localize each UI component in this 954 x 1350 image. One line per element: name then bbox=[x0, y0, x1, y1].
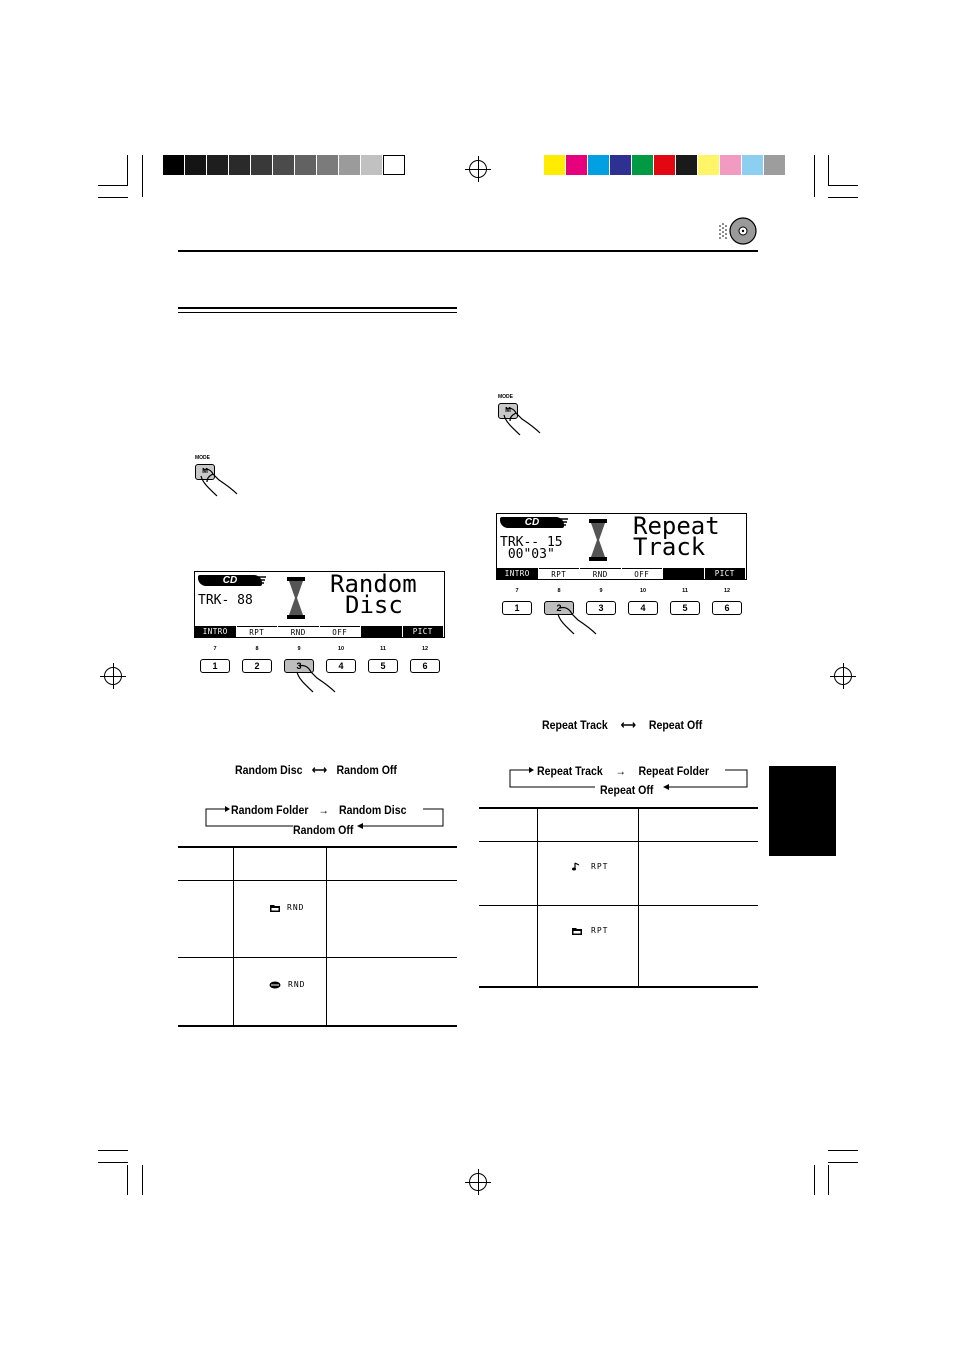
function-segment: RND bbox=[278, 626, 319, 637]
flow-option: Random Folder bbox=[231, 803, 309, 817]
flow-option: Repeat Track bbox=[537, 764, 603, 778]
crop-mark bbox=[814, 155, 815, 197]
crop-mark bbox=[98, 185, 128, 186]
preset-button-5[interactable] bbox=[368, 646, 398, 673]
table-rule bbox=[479, 841, 758, 842]
hourglass-icon bbox=[588, 518, 608, 562]
table-rule bbox=[178, 1025, 457, 1027]
lcd-display-repeat bbox=[496, 513, 747, 580]
arrow-right-icon: → bbox=[318, 803, 329, 817]
mode-text-line1: Repeat bbox=[633, 512, 720, 540]
double-arrow-icon: ⟷ bbox=[620, 718, 636, 732]
preset-number-label: 9 bbox=[297, 646, 301, 652]
preset-button-label: 2 bbox=[254, 661, 260, 671]
table-rule bbox=[178, 846, 457, 848]
color-swatch bbox=[720, 155, 742, 175]
track-readout: TRK-- 15 bbox=[500, 535, 563, 550]
registration-mark bbox=[469, 1173, 487, 1191]
flow-option: Random Off bbox=[336, 763, 397, 777]
function-bar bbox=[497, 568, 746, 579]
crop-mark bbox=[814, 1165, 815, 1195]
header-rule bbox=[178, 250, 758, 252]
preset-number-label: 8 bbox=[255, 646, 259, 652]
preset-button-label: 5 bbox=[380, 661, 386, 671]
mode-text-line1: Random bbox=[330, 570, 417, 598]
crop-mark bbox=[828, 1162, 858, 1163]
flow-option: Repeat Track bbox=[542, 718, 608, 732]
color-swatch bbox=[676, 155, 698, 175]
crop-mark bbox=[828, 155, 829, 185]
flow-option: Repeat Folder bbox=[638, 764, 709, 778]
indicator-rnd: RND bbox=[287, 903, 305, 912]
registration-mark bbox=[469, 160, 487, 178]
preset-button-label: 3 bbox=[598, 603, 604, 613]
function-bar bbox=[195, 626, 444, 637]
color-swatch bbox=[632, 155, 654, 175]
table-rule bbox=[326, 846, 327, 1026]
color-bar-color bbox=[544, 155, 786, 175]
indicator-rpt: RPT bbox=[591, 926, 609, 935]
color-bar-grayscale bbox=[163, 155, 405, 175]
flow-option: Random Disc bbox=[235, 763, 303, 777]
registration-mark bbox=[834, 667, 852, 685]
preset-number-label: 9 bbox=[599, 588, 603, 594]
function-segment: PICT bbox=[705, 568, 746, 579]
color-swatch bbox=[185, 155, 207, 175]
color-swatch bbox=[383, 155, 405, 175]
flow-mp3-random bbox=[231, 803, 406, 817]
color-swatch bbox=[544, 155, 566, 175]
registration-mark bbox=[104, 667, 122, 685]
crop-mark bbox=[127, 155, 128, 185]
flow-option: Repeat Off bbox=[648, 718, 703, 732]
color-swatch bbox=[317, 155, 339, 175]
color-swatch bbox=[251, 155, 273, 175]
color-swatch bbox=[163, 155, 185, 175]
preset-button-label: 3 bbox=[296, 661, 302, 671]
preset-button-label: 4 bbox=[640, 603, 646, 613]
preset-button-5[interactable] bbox=[670, 588, 700, 615]
note-icon bbox=[572, 862, 581, 871]
indicator-rpt: RPT bbox=[591, 862, 609, 871]
flow-option: Random Disc bbox=[338, 803, 407, 817]
flow-cd-repeat bbox=[542, 718, 702, 732]
color-swatch bbox=[742, 155, 764, 175]
function-segment: PICT bbox=[403, 626, 444, 637]
color-swatch bbox=[207, 155, 229, 175]
double-arrow-icon: ⟷ bbox=[311, 763, 328, 777]
finger-icon bbox=[291, 662, 337, 696]
track-readout: TRK- 88 bbox=[198, 593, 253, 608]
color-swatch bbox=[698, 155, 720, 175]
preset-number-label: 10 bbox=[337, 646, 345, 652]
preset-button-label: 2 bbox=[556, 603, 562, 613]
preset-number-label: 8 bbox=[557, 588, 561, 594]
color-swatch bbox=[610, 155, 632, 175]
arrow-right-icon: → bbox=[615, 764, 626, 778]
logo-stripes-icon bbox=[255, 575, 267, 587]
color-swatch bbox=[339, 155, 361, 175]
function-segment: OFF bbox=[622, 568, 663, 579]
preset-number-label: 7 bbox=[515, 588, 519, 594]
table-rule bbox=[537, 807, 538, 987]
finger-icon bbox=[197, 468, 239, 500]
preset-number-label: 12 bbox=[723, 588, 731, 594]
hourglass-icon bbox=[286, 576, 306, 620]
section-heading-rule bbox=[178, 312, 457, 313]
preset-button-label: 6 bbox=[724, 603, 730, 613]
flow-mp3-repeat-off: Repeat Off bbox=[600, 783, 654, 797]
preset-button-2[interactable] bbox=[242, 646, 272, 673]
table-rule bbox=[178, 957, 457, 958]
table-rule bbox=[178, 880, 457, 881]
color-swatch bbox=[588, 155, 610, 175]
function-segment: RPT bbox=[237, 626, 278, 637]
preset-number-label: 11 bbox=[682, 588, 688, 594]
crop-mark bbox=[828, 197, 858, 198]
color-swatch bbox=[295, 155, 317, 175]
color-swatch bbox=[654, 155, 676, 175]
table-rule bbox=[479, 986, 758, 988]
crop-mark bbox=[98, 197, 128, 198]
preset-button-1[interactable] bbox=[502, 588, 532, 615]
logo-stripes-icon bbox=[557, 517, 569, 529]
table-rule bbox=[479, 905, 758, 906]
crop-mark bbox=[828, 185, 858, 186]
flow-mp3-repeat bbox=[537, 764, 709, 778]
finger-icon bbox=[552, 604, 598, 638]
table-rule bbox=[479, 807, 758, 809]
mode-button[interactable]: M bbox=[195, 464, 215, 480]
flow-cd-random bbox=[235, 763, 397, 777]
color-swatch bbox=[273, 155, 295, 175]
color-swatch bbox=[566, 155, 588, 175]
crop-mark bbox=[828, 1165, 829, 1195]
preset-buttons bbox=[502, 588, 754, 615]
section-tab bbox=[769, 766, 836, 856]
preset-number-label: 11 bbox=[380, 646, 386, 652]
preset-button-label: 5 bbox=[682, 603, 688, 613]
mode-label: MODE bbox=[498, 394, 513, 400]
crop-mark bbox=[142, 155, 143, 197]
preset-button-label: 6 bbox=[422, 661, 428, 671]
color-swatch bbox=[361, 155, 383, 175]
cd-logo: CD bbox=[198, 575, 262, 586]
time-readout: 00"03" bbox=[500, 547, 555, 562]
folder-icon bbox=[270, 904, 280, 912]
function-segment: INTRO bbox=[497, 568, 538, 579]
table-rule bbox=[233, 846, 234, 1026]
indicator-rnd: RND bbox=[288, 980, 306, 989]
section-heading-rule bbox=[178, 307, 457, 309]
preset-button-6[interactable] bbox=[410, 646, 440, 673]
preset-number-label: 7 bbox=[213, 646, 217, 652]
finger-icon bbox=[500, 407, 542, 439]
preset-number-label: 10 bbox=[639, 588, 647, 594]
crop-mark bbox=[142, 1165, 143, 1195]
disc-icon bbox=[269, 981, 281, 989]
preset-number-label: 12 bbox=[421, 646, 429, 652]
preset-button-label: 1 bbox=[514, 603, 520, 613]
color-swatch bbox=[764, 155, 786, 175]
cd-logo: CD bbox=[500, 517, 564, 528]
mode-text-line2: Track bbox=[633, 533, 706, 561]
preset-button-4[interactable] bbox=[628, 588, 658, 615]
preset-button-6[interactable] bbox=[712, 588, 742, 615]
function-segment: OFF bbox=[320, 626, 361, 637]
mode-button[interactable]: M bbox=[498, 403, 518, 419]
color-swatch bbox=[229, 155, 251, 175]
function-segment bbox=[361, 626, 402, 637]
folder-icon bbox=[572, 927, 582, 935]
function-segment: RND bbox=[580, 568, 621, 579]
function-segment: RPT bbox=[539, 568, 580, 579]
preset-button-label: 1 bbox=[212, 661, 218, 671]
cd-disc-icon bbox=[716, 214, 758, 248]
table-rule bbox=[638, 807, 639, 987]
mode-text-line2: Disc bbox=[345, 591, 403, 619]
function-segment: INTRO bbox=[195, 626, 236, 637]
function-segment bbox=[663, 568, 704, 579]
lcd-display-random bbox=[194, 571, 445, 638]
crop-mark bbox=[127, 1165, 128, 1195]
preset-button-label: 4 bbox=[338, 661, 344, 671]
flow-mp3-random-off: Random Off bbox=[293, 823, 354, 837]
mode-label: MODE bbox=[195, 455, 210, 461]
preset-button-1[interactable] bbox=[200, 646, 230, 673]
crop-mark bbox=[828, 1150, 858, 1151]
crop-mark bbox=[98, 1150, 128, 1151]
crop-mark bbox=[98, 1162, 128, 1163]
